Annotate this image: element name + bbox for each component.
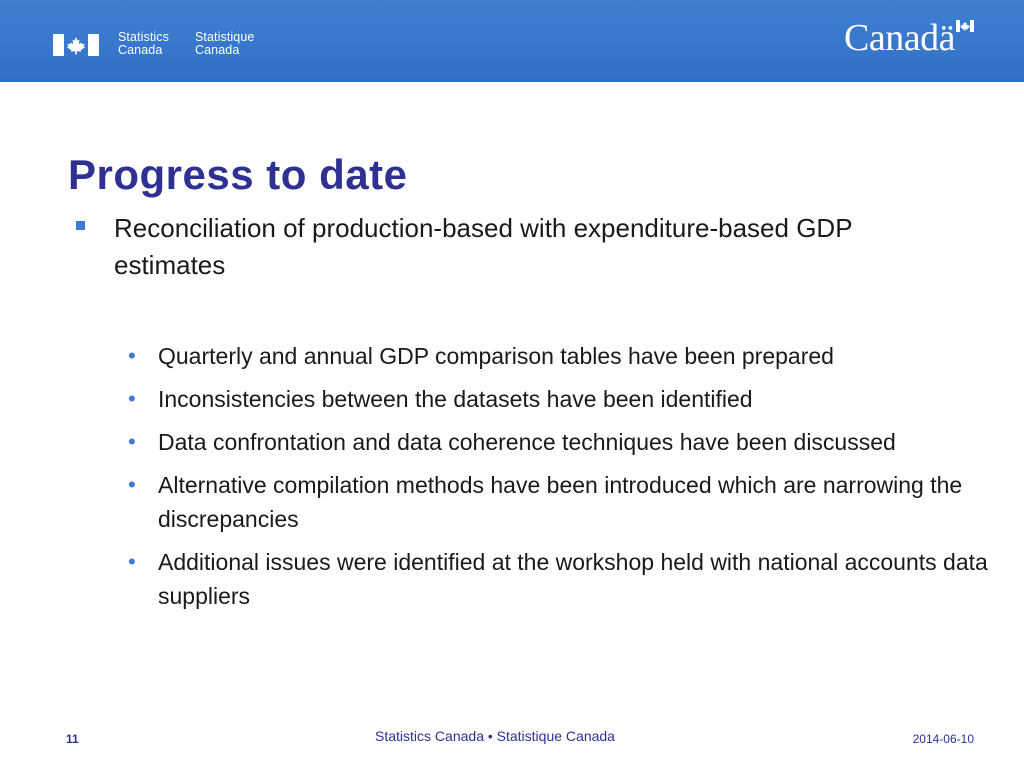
sub-bullet-text: Alternative compilation methods have been introduced which are narrowing the discrepancies	[158, 472, 963, 532]
sub-bullet-list	[128, 339, 988, 622]
page-number: 11	[66, 732, 79, 746]
wordmark-fr-line1: Statistique	[195, 30, 255, 44]
footer-organization: Statistics Canada • Statistique Canada	[375, 728, 615, 744]
square-bullet-icon	[76, 221, 85, 230]
round-bullet-icon: •	[128, 549, 136, 574]
wordmark-fr-line2: Canada	[195, 43, 240, 57]
slide-title: Progress to date	[68, 151, 408, 198]
footer-date: 2014-06-10	[912, 732, 974, 746]
wordmark-french	[195, 31, 254, 57]
wordmark-english	[118, 31, 169, 57]
canada-flag-icon	[53, 34, 99, 56]
main-bullet-text: Reconciliation of production-based with expenditure-based GDP estimates	[114, 213, 853, 280]
round-bullet-icon: •	[128, 386, 136, 411]
list-item	[128, 425, 988, 459]
sub-bullet-text: Additional issues were identified at the workshop held with national accounts data suppliers	[158, 549, 988, 609]
list-item	[128, 545, 988, 613]
list-item	[128, 339, 988, 373]
main-bullet	[76, 210, 956, 284]
canada-wordmark-logo	[844, 16, 974, 60]
sub-bullet-text: Data confrontation and data coherence techniques have been discussed	[158, 429, 896, 455]
list-item	[128, 468, 988, 536]
wordmark-en-line2: Canada	[118, 43, 163, 57]
round-bullet-icon: •	[128, 429, 136, 454]
round-bullet-icon: •	[128, 343, 136, 368]
canada-wordmark-text: Canadä	[844, 17, 955, 59]
round-bullet-icon: •	[128, 472, 136, 497]
header-band	[0, 0, 1024, 82]
sub-bullet-text: Quarterly and annual GDP comparison tables have been prepared	[158, 343, 834, 369]
wordmark-en-line1: Statistics	[118, 30, 170, 44]
sub-bullet-text: Inconsistencies between the datasets have been identified	[158, 386, 753, 412]
list-item	[128, 382, 988, 416]
canada-wordmark-flag-icon	[956, 20, 974, 32]
